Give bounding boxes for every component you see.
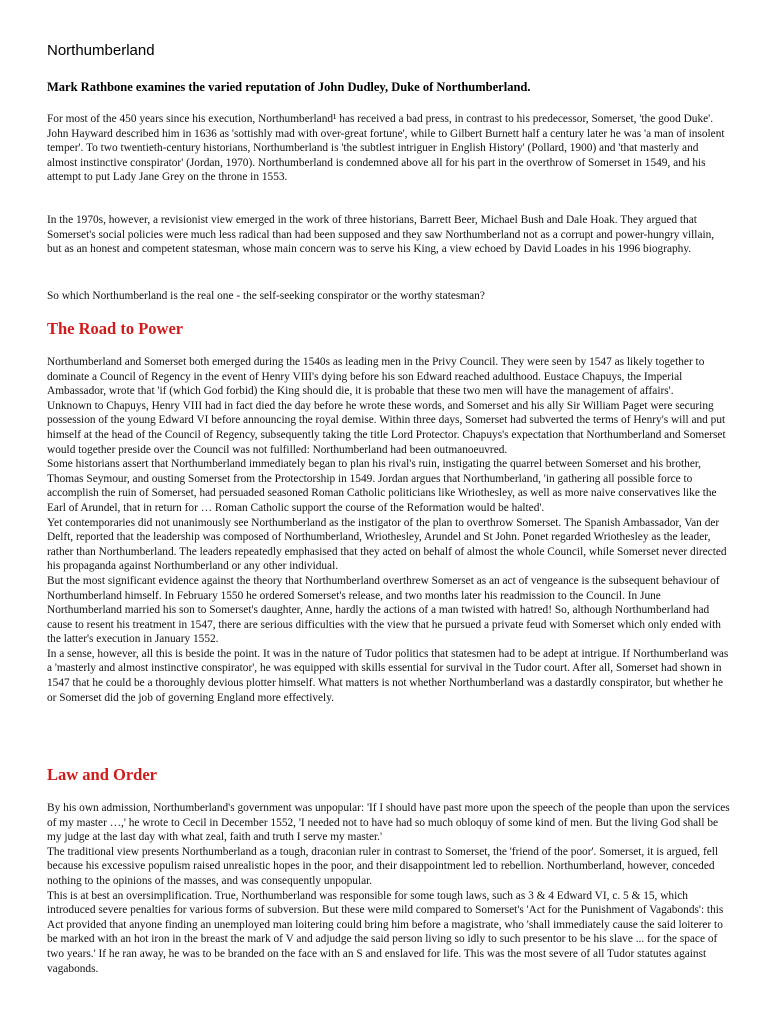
- body-paragraph: But the most significant evidence against the theory that Northumberland overthrew Somerset as an act of vengeance is the subsequent behaviour of Northumberland himself. In February 1550 he ordered Somerset's release, and two months later his readmission to the Council. In June Northumberland married his son to Somerset's daughter, Anne, hardly the actions of a man twisted with hatred! So, although Northumberland had cause to resent his treatment in 1547, there are serious difficulties with the view that he pursued a private feud with Somerset which only ended with the latter's execution in January 1552.: [47, 574, 721, 646]
- section-heading-law-and-order: Law and Order: [47, 765, 158, 784]
- site-title: Northumberland: [47, 42, 155, 59]
- body-paragraph: Some historians assert that Northumberland immediately began to plan his rival's ruin, instigating the quarrel between Somerset and his brother, Thomas Seymour, and ousting Somerset from the Protectorship in 1549. Jordan argues that Northumberland, 'in gathering all possible force to accomplish the ruin of Somerset, had persuaded seasoned Roman Catholic politicians like Wriothesley, as well as more naive conservatives like the Earl of Arundel, that in return for … Roman Catholic support the course of the Reformation would be halted'.: [47, 458, 717, 514]
- intro-question: So which Northumberland is the real one - the self-seeking conspirator or the worthy statesman?: [47, 290, 485, 302]
- body-paragraph: The traditional view presents Northumberland as a tough, draconian ruler in contrast to Somerset, the 'friend of the poor'. Somerset, it is argued, fell because his excessive populism raised unrealistic hopes in the poor, and their disappointment led to rebellion. Northumberland, however, conceded nothing to the opinions of the masses, and was consequently unpopular.: [47, 845, 719, 887]
- body-paragraph: Yet contemporaries did not unanimously see Northumberland as the instigator of the plan to overthrow Somerset. The Spanish Ambassador, Van der Delft, reported that the leadership was composed of Northumberland, Wriothesley, Arundel and St John. Ponet regarded Wriothesley as the leader, rather than Northumberland. The leaders repeatedly emphasised that they acted on behalf of almost the whole Council, while Somerset never directed his propaganda against Northumberland or any other individual.: [47, 516, 727, 573]
- article-standfirst: Mark Rathbone examines the varied reputation of John Dudley, Duke of Northumberland.: [47, 80, 531, 94]
- body-paragraph: Northumberland and Somerset both emerged during the 1540s as leading men in the Privy Council. They were seen by 1547 as likely together to dominate a Council of Regency in the event of Henry VIII's dying before his son Edward reached adulthood. Eustace Chapuys, the Imperial Ambassador, wrote that 'if (which God forbid) the King should die, it is probable that these two men will have the management of affairs'.: [47, 356, 705, 398]
- intro-paragraph: In the 1970s, however, a revisionist view emerged in the work of three historians, Barrett Beer, Michael Bush and Dale Hoak. They argued that Somerset's social policies were much less radical than had been supposed and they saw Northumberland not as a corrupt and power-hungry villain, but as an honest and competent statesman, whose main concern was to serve his King, a view echoed by David Loades in his 1996 biography.: [47, 214, 715, 256]
- body-paragraph: This is at best an oversimplification. True, Northumberland was responsible for some tough laws, such as 3 & 4 Edward VI, c. 5 & 15, which introduced severe penalties for various forms of subversion. But these were mild compared to Somerset's 'Act for the Punishment of Vagabonds': this Act provided that anyone finding an unemployed man loitering could bring him before a magistrate, who 'shall immediately cause the said loiterer to be marked with an hot iron in the breast the mark of V and adjudge the said person living so idly to such presentor to be his slave ... for the space of two years.' If he ran away, he was to be branded on the face with an S and enslaved for life. This was the most severe of all Tudor statutes against vagabonds.: [47, 889, 724, 975]
- section-body-law-and-order: [47, 801, 731, 976]
- body-paragraph: By his own admission, Northumberland's government was unpopular: 'If I should have past more upon the speech of the people than upon the services of my master …,' he wrote to Cecil in December 1552, 'I needed not to have had so much obloquy of some kind of men. But the living God shall be my judge at the last day with what zeal, faith and truth I serve my master.': [47, 802, 730, 844]
- body-paragraph: In a sense, however, all this is beside the point. It was in the nature of Tudor politics that statesmen had to be adept at intrigue. If Northumberland was a 'masterly and almost instinctive conspirator', he was equipped with skills essential for survival in the Tudor court. After all, Somerset had shown in 1547 that he could be a thoroughly devious plotter himself. What matters is not whether Northumberland was a dastardly conspirator, but whether he or Somerset did the job of governing England more effectively.: [47, 647, 729, 704]
- section-body-road-to-power: [47, 355, 731, 705]
- body-paragraph: Unknown to Chapuys, Henry VIII had in fact died the day before he wrote these words, and Somerset and his ally Sir William Paget were securing possession of the young Edward VI before announcing the royal demise. Within three days, Somerset had subverted the terms of Henry's will and put himself at the head of the Council of Regency, subsequently taking the title Lord Protector. Chapuys's expectation that Northumberland and Somerset would together preside over the Council was not fulfilled: Northumberland had been outmanoeuvred.: [47, 399, 726, 456]
- section-heading-road-to-power: The Road to Power: [47, 319, 184, 338]
- intro-paragraph: For most of the 450 years since his execution, Northumberland¹ has received a bad press, in contrast to his predecessor, Somerset, 'the good Duke'. John Hayward described him in 1636 as 'sottishly mad with over-great fortune', while to Gilbert Burnett half a century later he was 'a man of insolent temper'. To two twentieth-century historians, Northumberland is 'the subtlest intriguer in English History' (Pollard, 1900) and 'that masterly and almost instinctive conspirator' (Jordan, 1970). Northumberland is condemned above all for his part in the overthrow of Somerset in 1549, and his attempt to put Lady Jane Grey on the throne in 1553.: [47, 113, 725, 184]
